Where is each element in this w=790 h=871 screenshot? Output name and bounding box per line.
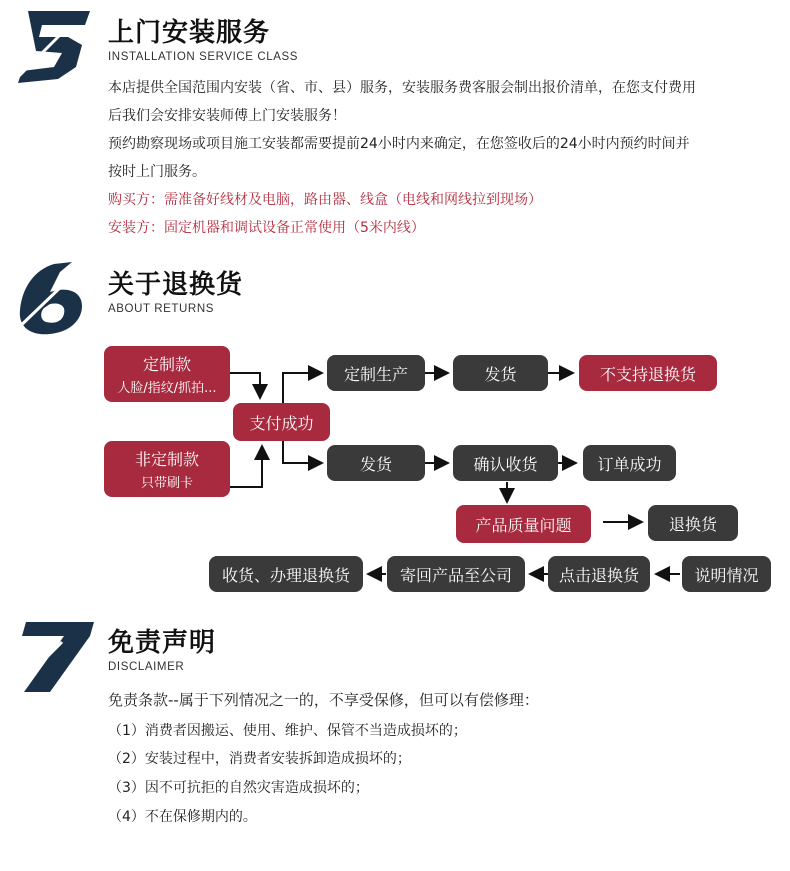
ship-box: 发货 (453, 355, 548, 391)
noncustom-product-sublabel: 只带刷卡 (140, 476, 193, 491)
custom-product-label: 定制款 (142, 355, 191, 374)
explain-situation-box: 说明情况 (682, 556, 771, 592)
payment-success-box: 支付成功 (233, 403, 330, 441)
send-back-box: 寄回产品至公司 (387, 556, 525, 592)
exchange-box: 退换货 (648, 505, 738, 541)
section6-title: 关于退换货 (108, 270, 244, 300)
custom-product-sublabel: 人脸/指纹/抓拍... (117, 381, 217, 396)
section5-title: 上门安装服务 (108, 18, 271, 48)
number-7-emblem (10, 616, 100, 696)
section5-line: 后我们会安排安装师傅上门安装服务！ (108, 108, 346, 124)
order-success-box: 订单成功 (583, 445, 676, 481)
installer-note: 安装方：固定机器和调试设备正常使用（5米内线） (108, 220, 425, 236)
quality-issue-box: 产品质量问题 (456, 505, 591, 543)
disclaimer-intro: 免责条款--属于下列情况之一的，不享受保修，但可以有偿修理： (108, 691, 539, 709)
section5-line: 本店提供全国范围内安装（省、市、县）服务，安装服务费客服会制出报价清单，在您支付费用 (108, 80, 696, 96)
section5-line: 按时上门服务。 (108, 164, 206, 180)
confirm-receipt-box: 确认收货 (453, 445, 558, 481)
custom-production-box: 定制生产 (327, 355, 425, 391)
section7-title: 免责声明 (108, 628, 217, 658)
ship-box-2: 发货 (327, 445, 425, 481)
receive-exchange-box: 收货、办理退换货 (209, 556, 363, 592)
noncustom-product-box (104, 441, 230, 497)
custom-product-box (104, 346, 230, 402)
noncustom-product-label: 非定制款 (134, 450, 199, 469)
click-return-box: 点击退换货 (548, 556, 650, 592)
disclaimer-item: （3）因不可抗拒的自然灾害造成损坏的； (108, 780, 369, 796)
disclaimer-item: （2）安装过程中，消费者安装拆卸造成损坏的； (108, 751, 411, 767)
buyer-note: 购买方：需准备好线材及电脑，路由器、线盒（电线和网线拉到现场） (108, 192, 542, 208)
no-return-box: 不支持退换货 (579, 355, 717, 391)
section6-subtitle: ABOUT RETURNS (108, 303, 214, 315)
disclaimer-item: （4）不在保修期内的。 (108, 809, 257, 825)
section5-line: 预约勘察现场或项目施工安装都需要提前24小时内来确定，在您签收后的24小时内预约时间并 (108, 136, 690, 152)
section5-subtitle: INSTALLATION SERVICE CLASS (108, 51, 299, 63)
section7-subtitle: DISCLAIMER (108, 661, 185, 673)
disclaimer-item: （1）消费者因搬运、使用、维护、保管不当造成损坏的； (108, 723, 467, 739)
